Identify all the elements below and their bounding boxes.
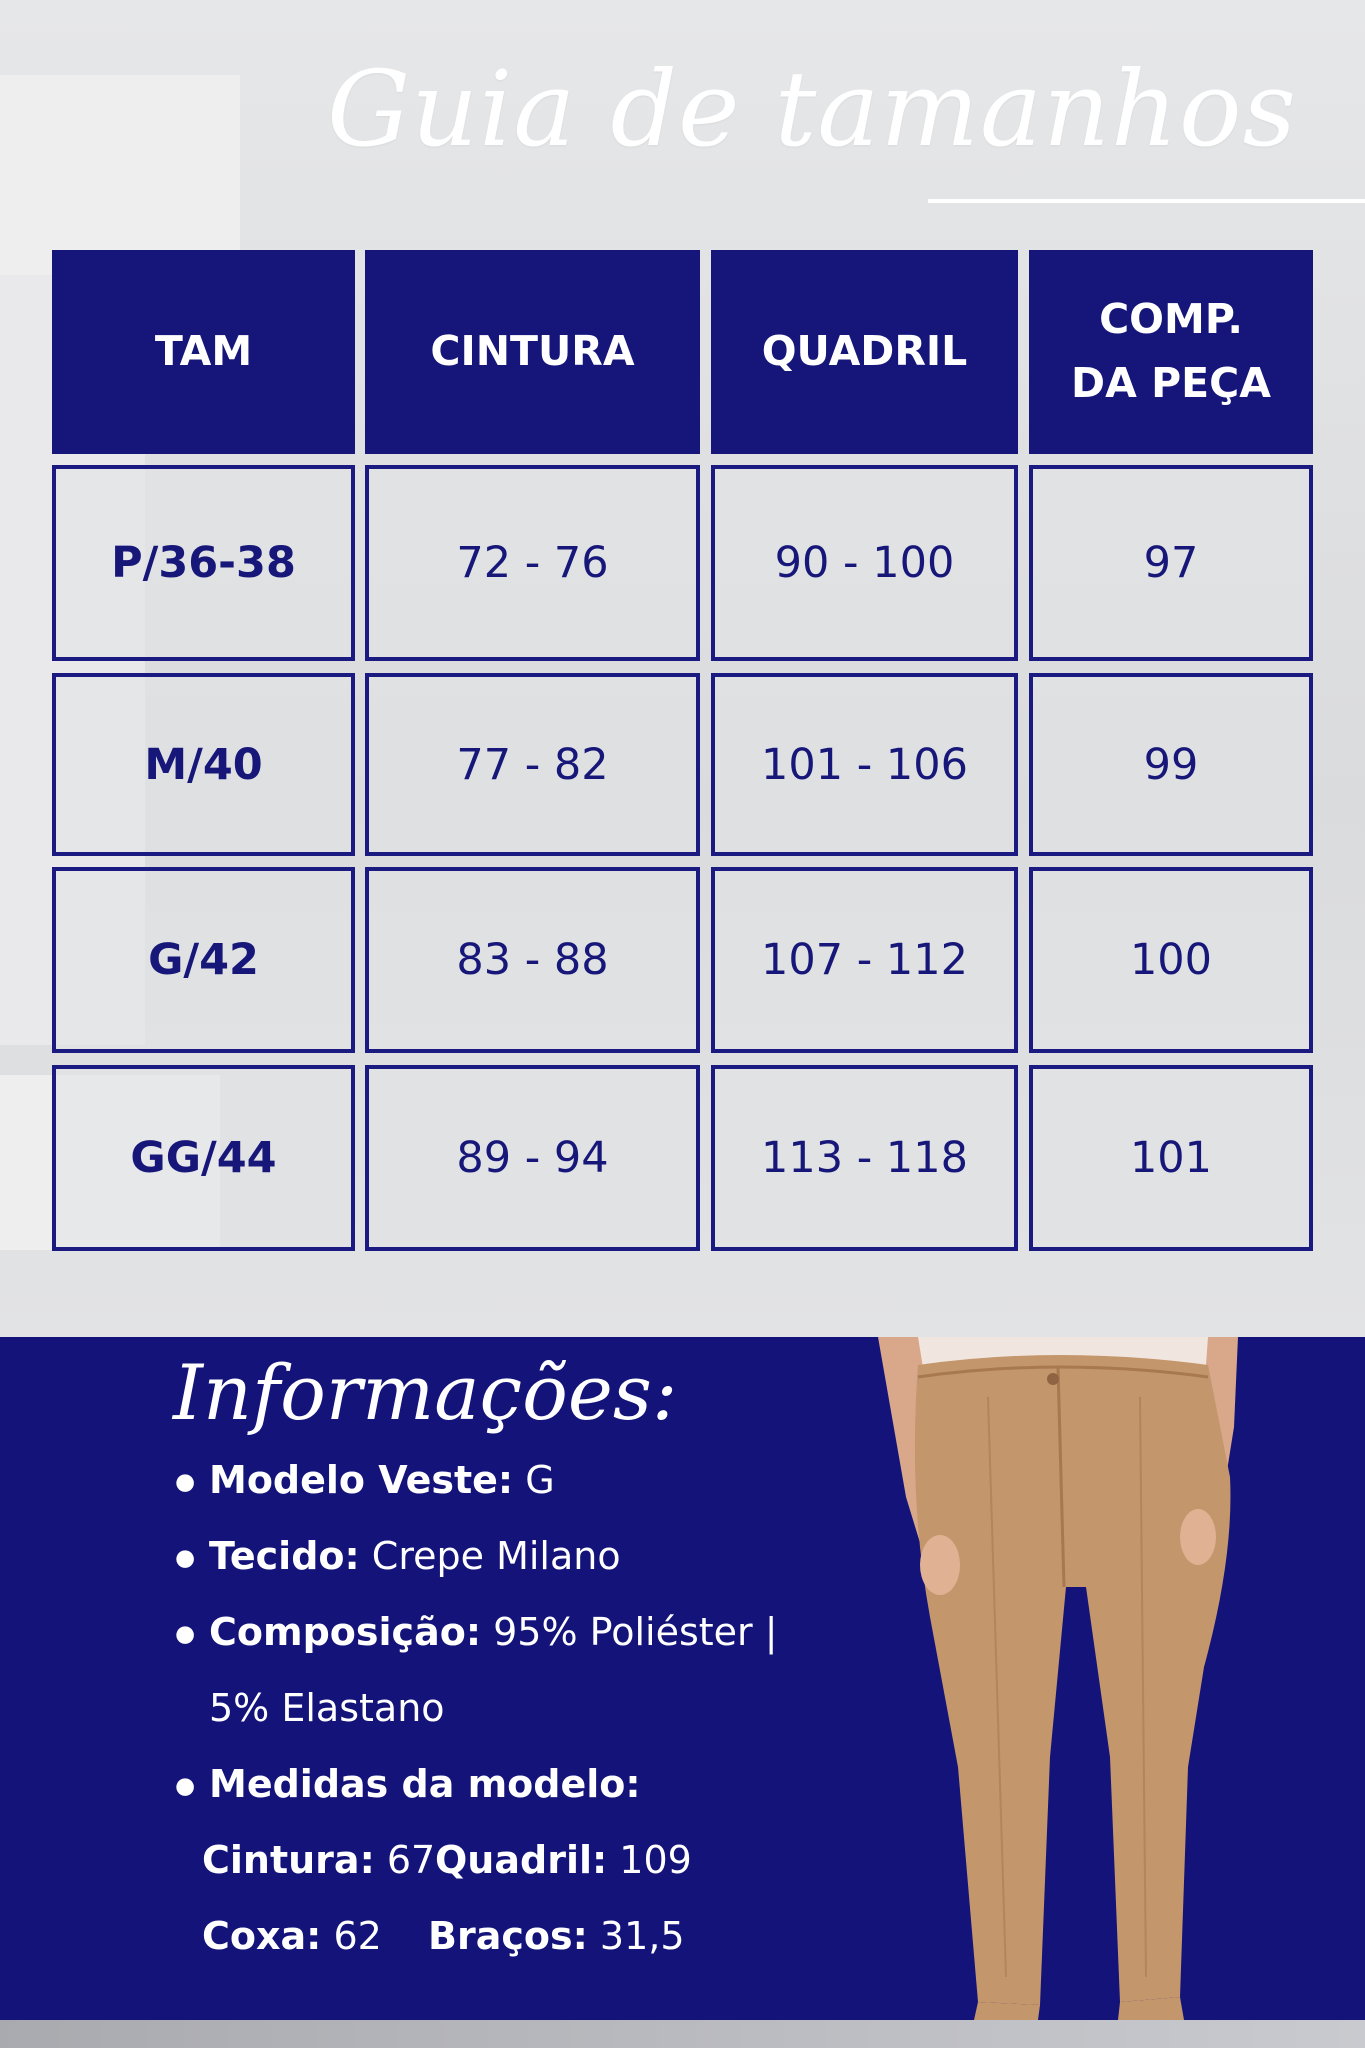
info-title: Informações: <box>173 1348 678 1437</box>
table-cell-quadril: 113 - 118 <box>711 1065 1018 1251</box>
header-quadril: QUADRIL <box>711 250 1018 454</box>
table-cell-comp: 97 <box>1029 465 1313 661</box>
info-modelo <box>209 1458 555 1502</box>
table-cell-size: P/36-38 <box>52 465 355 661</box>
composicao-label: Composição: <box>209 1610 482 1654</box>
table-cell-comp: 99 <box>1029 673 1313 856</box>
modelo-label: Modelo Veste: <box>209 1458 514 1502</box>
cintura-value: 67 <box>386 1838 436 1882</box>
cintura-label: Cintura: <box>202 1838 375 1882</box>
table-cell-cintura: 72 - 76 <box>365 465 700 661</box>
header-comp-peca: COMP. DA PEÇA <box>1029 250 1313 454</box>
table-cell-cintura: 89 - 94 <box>365 1065 700 1251</box>
page-title: Guia de tamanhos <box>327 48 1297 170</box>
tecido-value: Crepe Milano <box>371 1534 621 1578</box>
table-cell-quadril: 90 - 100 <box>711 465 1018 661</box>
info-bracos <box>428 1914 685 1958</box>
table-cell-comp: 100 <box>1029 867 1313 1053</box>
table-cell-quadril: 107 - 112 <box>711 867 1018 1053</box>
info-quadril <box>435 1838 692 1882</box>
composicao-value: 95% Poliéster | <box>493 1610 778 1654</box>
tecido-label: Tecido: <box>209 1534 360 1578</box>
info-tecido <box>209 1534 621 1578</box>
info-cintura <box>202 1838 435 1882</box>
table-cell-comp: 101 <box>1029 1065 1313 1251</box>
table-cell-quadril: 101 - 106 <box>711 673 1018 856</box>
background-shape <box>0 75 240 275</box>
medidas-label: Medidas da modelo: <box>209 1762 641 1806</box>
table-cell-cintura: 77 - 82 <box>365 673 700 856</box>
modelo-value: G <box>525 1458 555 1502</box>
table-cell-size: G/42 <box>52 867 355 1053</box>
info-composicao <box>209 1610 778 1654</box>
bullet-icon: ● <box>175 1545 196 1571</box>
info-coxa <box>202 1914 382 1958</box>
bullet-icon: ● <box>175 1621 196 1647</box>
bracos-value: 31,5 <box>599 1914 685 1958</box>
bracos-label: Braços: <box>428 1914 588 1958</box>
bullet-icon: ● <box>175 1469 196 1495</box>
model-photo <box>878 1337 1238 2020</box>
info-composicao-cont: 5% Elastano <box>209 1686 445 1730</box>
quadril-label: Quadril: <box>435 1838 608 1882</box>
table-cell-cintura: 83 - 88 <box>365 867 700 1053</box>
bottom-strip <box>0 2020 1365 2048</box>
coxa-value: 62 <box>333 1914 382 1958</box>
info-medidas <box>209 1762 641 1806</box>
table-cell-size: GG/44 <box>52 1065 355 1251</box>
coxa-label: Coxa: <box>202 1914 322 1958</box>
bullet-icon: ● <box>175 1773 196 1799</box>
table-cell-size: M/40 <box>52 673 355 856</box>
header-cintura: CINTURA <box>365 250 700 454</box>
quadril-value: 109 <box>619 1838 692 1882</box>
header-tam: TAM <box>52 250 355 454</box>
title-underline <box>928 199 1365 203</box>
